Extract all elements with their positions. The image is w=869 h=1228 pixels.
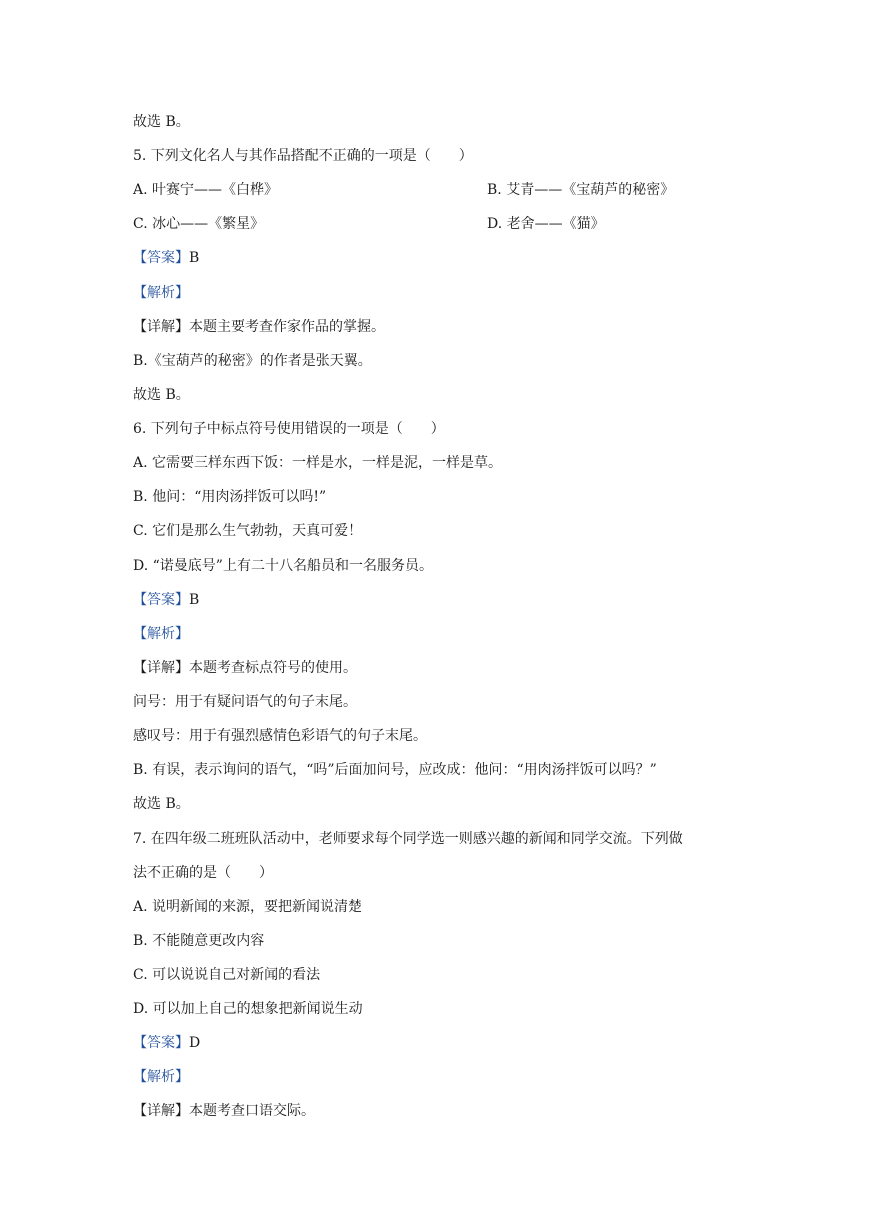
q4-conclusion: 故选 B。: [133, 114, 190, 130]
q7-option-a: A. 说明新闻的来源，要把新闻说清楚: [133, 899, 363, 915]
q7-detail: [133, 1101, 315, 1121]
q5-detail: [133, 317, 385, 337]
q5-conclusion: 故选 B。: [133, 387, 190, 403]
detail-tag: 【详解】: [133, 660, 189, 676]
answer-value: B: [189, 592, 200, 608]
q7-stem-line-1: 7. 在四年级二班班队活动中，老师要求每个同学选一则感兴趣的新闻和同学交流。下列做: [133, 831, 683, 847]
q6-option-a: A. 它需要三样东西下饭：一样是水，一样是泥，一样是草。: [133, 455, 503, 471]
q5-answer: [133, 248, 199, 268]
q5-explain-1: B.《宝葫芦的秘密》的作者是张天翼。: [133, 353, 372, 369]
q6-explain-2: 感叹号：用于有强烈感情色彩语气的句子末尾。: [133, 728, 427, 744]
q6-explain-1: 问号：用于有疑问语气的句子末尾。: [133, 694, 357, 710]
answer-value: D: [189, 1035, 201, 1051]
q6-option-c: C. 它们是那么生气勃勃，天真可爱！: [133, 523, 363, 539]
q6-option-d: D. “诺曼底号”上有二十八名船员和一名服务员。: [133, 558, 433, 574]
detail-text: 本题考查口语交际。: [189, 1103, 315, 1119]
answer-tag: 【答案】: [133, 592, 189, 608]
detail-tag: 【详解】: [133, 1103, 189, 1119]
q5-option-d: D. 老舍——《猫》: [487, 216, 605, 232]
q6-analysis-tag: 【解析】: [133, 626, 189, 642]
q5-stem: 5. 下列文化名人与其作品搭配不正确的一项是（ ）: [133, 148, 473, 164]
q6-detail: [133, 658, 357, 678]
q5-option-a: A. 叶赛宁——《白桦》: [133, 182, 279, 198]
q7-stem-line-2: 法不正确的是（ ）: [133, 865, 273, 881]
q5-option-b: B. 艾青——《宝葫芦的秘密》: [487, 182, 675, 198]
q6-conclusion: 故选 B。: [133, 796, 190, 812]
q6-answer: [133, 590, 199, 610]
q6-stem: 6. 下列句子中标点符号使用错误的一项是（ ）: [133, 421, 445, 437]
q7-option-b: B. 不能随意更改内容: [133, 933, 265, 949]
q6-option-b: B. 他问：“用肉汤拌饭可以吗!”: [133, 489, 327, 505]
q5-analysis-tag: 【解析】: [133, 285, 189, 301]
q5-option-c: C. 冰心——《繁星》: [133, 216, 265, 232]
answer-tag: 【答案】: [133, 250, 189, 266]
q7-option-d: D. 可以加上自己的想象把新闻说生动: [133, 1001, 363, 1017]
q7-analysis-tag: 【解析】: [133, 1069, 189, 1085]
answer-tag: 【答案】: [133, 1035, 189, 1051]
q6-explain-3: B. 有误，表示询问的语气，“吗”后面加问号，应改成：他问：“用肉汤拌饭可以吗？”: [133, 762, 657, 778]
detail-tag: 【详解】: [133, 319, 189, 335]
q7-answer: [133, 1033, 200, 1053]
detail-text: 本题考查标点符号的使用。: [189, 660, 357, 676]
answer-value: B: [189, 250, 200, 266]
q7-option-c: C. 可以说说自己对新闻的看法: [133, 967, 321, 983]
detail-text: 本题主要考查作家作品的掌握。: [189, 319, 385, 335]
